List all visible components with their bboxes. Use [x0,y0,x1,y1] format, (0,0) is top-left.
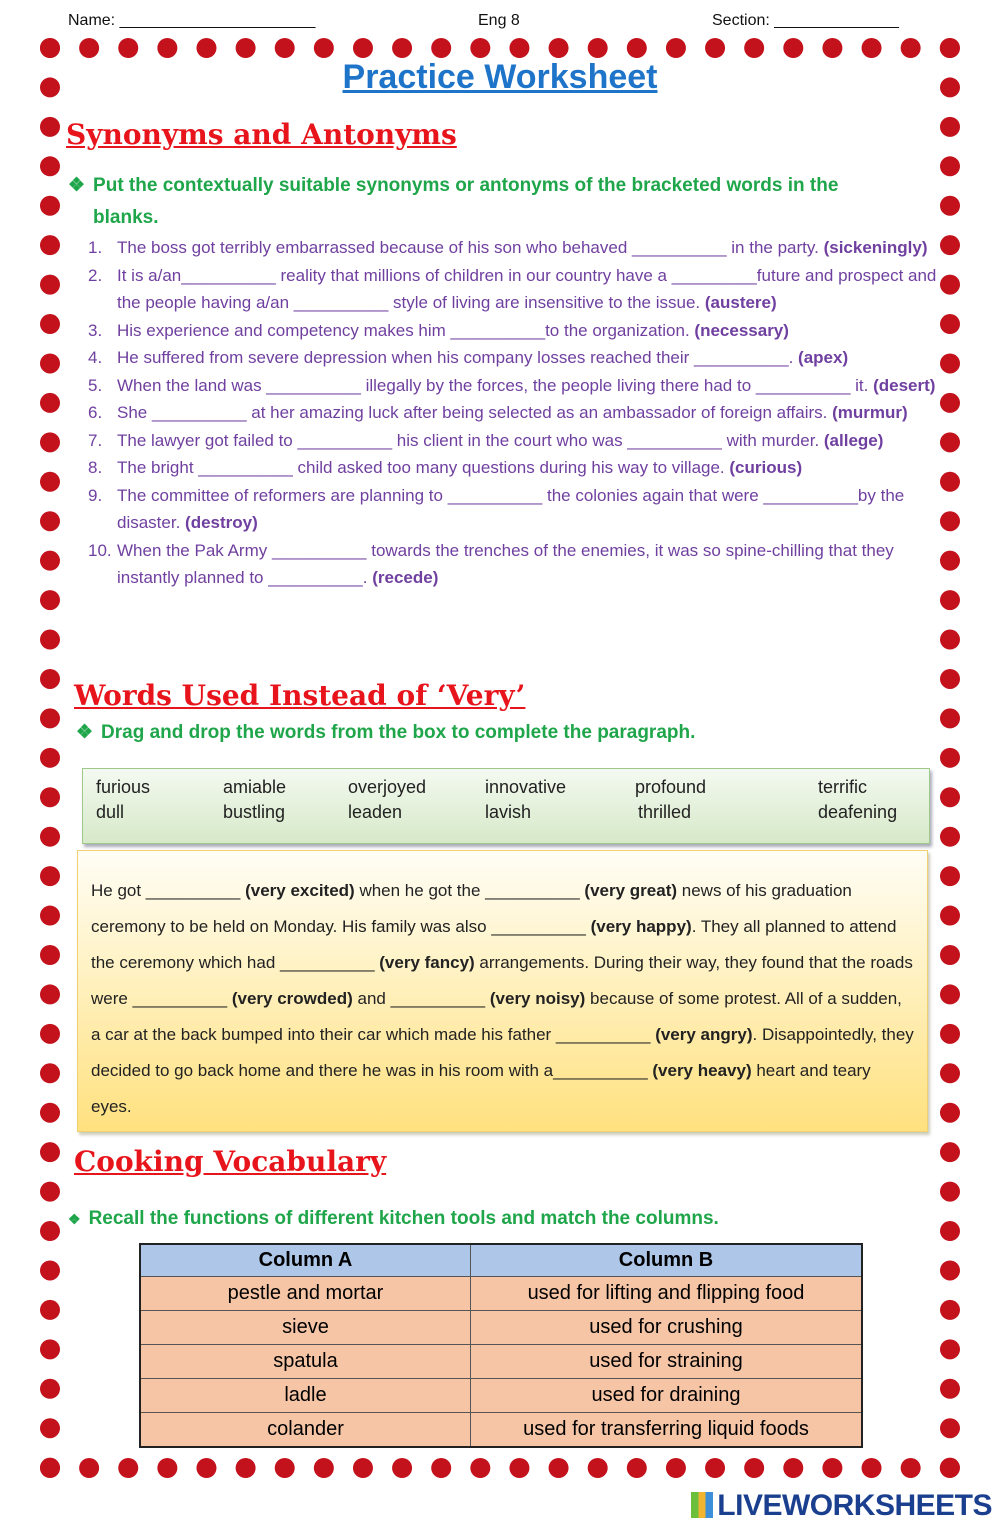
question-number: 8. [88,458,103,477]
synonyms-instruction: ❖ Put the contextually suitable synonyms or antonyms of the bracketed words in the blanks. [68,175,839,228]
bracket-hint: (very heavy) [652,1061,752,1080]
liveworksheets-logo-icon [691,1492,713,1518]
question-number: 5. [88,375,103,395]
subject-label: Eng 8 [478,12,520,29]
question-hint: (sickeningly) [823,238,928,257]
bracket-hint: (very excited) [245,881,355,900]
diamond-bullet-icon: ❖ [68,175,86,196]
word-bank-item[interactable]: profound [635,777,707,797]
question-hint: (allege) [823,430,884,450]
word-bank-item[interactable]: thrilled [638,802,692,822]
question-item [88,427,938,455]
paragraph-text: He got __________ [91,881,246,900]
section-field-label: Section: ______________ [712,12,899,29]
question-text: The boss got terribly embarrassed because of his son who behaved __________ in the party. [117,238,824,257]
cooking-instruction: ❖ Recall the functions of different kitchen tools and match the columns. [68,1208,719,1229]
table-row [140,1277,862,1311]
table-row [140,1345,862,1379]
question-number: 6. [88,403,103,422]
question-number: 10. [88,540,112,560]
question-hint: (murmur) [832,403,908,422]
bracket-hint: (very crowded) [231,989,353,1008]
column-b-header: Column B [471,1244,863,1277]
question-text: The committee of reformers are planning to __________ the colonies again that were __________by the disaster. [117,485,905,532]
synonyms-section-title: Synonyms and Antonyms [66,118,457,151]
question-number: 4. [88,348,103,367]
question-text: He suffered from severe depression when his company losses reached their __________. [117,348,799,367]
question-hint: (austere) [704,293,777,312]
word-bank-item[interactable]: overjoyed [348,777,427,797]
very-section-title: Words Used Instead of ‘Very’ [74,679,526,712]
question-hint: (curious) [729,458,803,477]
word-bank-item[interactable]: lavish [485,802,532,822]
question-number: 3. [88,320,103,340]
column-b-cell: used for draining [471,1379,863,1413]
question-number: 9. [88,485,103,505]
question-text: His experience and competency makes him __________to the organization. [117,320,695,340]
cooking-section-title: Cooking Vocabulary [74,1145,387,1178]
question-item [88,344,938,372]
word-bank-item[interactable]: amiable [223,777,287,797]
paragraph-text: . Disappointedly, they decided to go back home and there he was in his room with a__________ [91,1025,914,1080]
question-item [88,372,938,400]
question-item [88,262,938,317]
question-number: 7. [88,430,103,450]
question-item [88,234,938,262]
paragraph-text: . They all planned to attend the ceremony which had __________ [91,917,897,972]
question-text: The lawyer got failed to __________ his client in the court who was __________ with murder. [117,430,824,450]
column-a-cell: ladle [140,1379,471,1413]
question-number: 2. [88,265,103,285]
paragraph-text: arrangements. During their way, they found that the roads were __________ [91,953,913,1008]
column-b-cell: used for straining [471,1345,863,1379]
question-text: The bright __________ child asked too many questions during his way to village. [117,458,730,477]
question-hint: (apex) [798,348,849,367]
matching-table [139,1243,863,1448]
column-a-header: Column A [140,1244,471,1277]
question-hint: (necessary) [694,320,789,340]
question-item [88,317,938,345]
very-instruction: ❖ Drag and drop the words from the box to complete the paragraph. [76,722,696,743]
liveworksheets-logo: LIVEWORKSHEETS [691,1489,992,1523]
word-bank-item[interactable]: furious [96,777,151,797]
question-item [88,537,938,592]
question-item [88,399,938,427]
word-bank-item[interactable]: innovative [485,777,567,797]
column-a-cell: pestle and mortar [140,1277,471,1311]
question-item [88,482,938,537]
bracket-hint: (very angry) [655,1025,753,1044]
bracket-hint: (very happy) [590,917,692,936]
bracket-hint: (very great) [584,881,678,900]
diamond-bullet-icon: ❖ [68,1211,81,1227]
word-bank-item[interactable]: dull [96,802,125,822]
paragraph-text: heart and teary eyes. [91,1061,871,1116]
word-bank-item[interactable]: deafening [818,802,898,822]
question-text: When the Pak Army __________ towards the trenches of the enemies, it was so spine-chilling that they instantly planned to __________. [117,540,894,587]
question-text: When the land was __________ illegally by the forces, the people living there had to __________ it. [117,375,874,395]
question-number: 1. [88,238,103,257]
word-bank-item[interactable]: terrific [818,777,867,797]
paragraph-text: because of some protest. All of a sudden, a car at the back bumped into their car which made his father __________ [91,989,902,1044]
question-hint: (recede) [372,568,439,587]
word-bank-box [82,768,930,844]
column-a-cell: spatula [140,1345,471,1379]
column-b-cell: used for transferring liquid foods [471,1413,863,1448]
column-b-cell: used for crushing [471,1311,863,1345]
bracket-hint: (very fancy) [379,953,475,972]
question-hint: (desert) [873,375,936,395]
page-title: Practice Worksheet [342,58,658,96]
question-list [88,234,938,592]
question-text: It is a/an__________ reality that millions of children in our country have a _________future and prospect and the people having a/an __________ style of living are insensitive to the issue. [117,265,937,312]
word-bank-item[interactable]: bustling [223,802,286,822]
column-a-cell: sieve [140,1311,471,1345]
word-bank-item[interactable]: leaden [348,802,403,822]
table-row [140,1379,862,1413]
column-b-cell: used for lifting and flipping food [471,1277,863,1311]
question-hint: (destroy) [185,513,258,532]
table-row [140,1311,862,1345]
fill-in-paragraph [77,850,928,1132]
table-row [140,1413,862,1448]
paragraph-text: and __________ [352,989,490,1008]
question-item [88,454,938,482]
column-a-cell: colander [140,1413,471,1448]
diamond-bullet-icon: ❖ [76,722,94,743]
paragraph-text: news of his graduation ceremony to be held on Monday. His family was also __________ [91,881,852,936]
paragraph-text: when he got the __________ [354,881,585,900]
question-text: She __________ at her amazing luck after being selected as an ambassador of foreign affairs. [117,403,833,422]
name-field-label: Name: ______________________ [68,12,316,29]
bracket-hint: (very noisy) [489,989,586,1008]
